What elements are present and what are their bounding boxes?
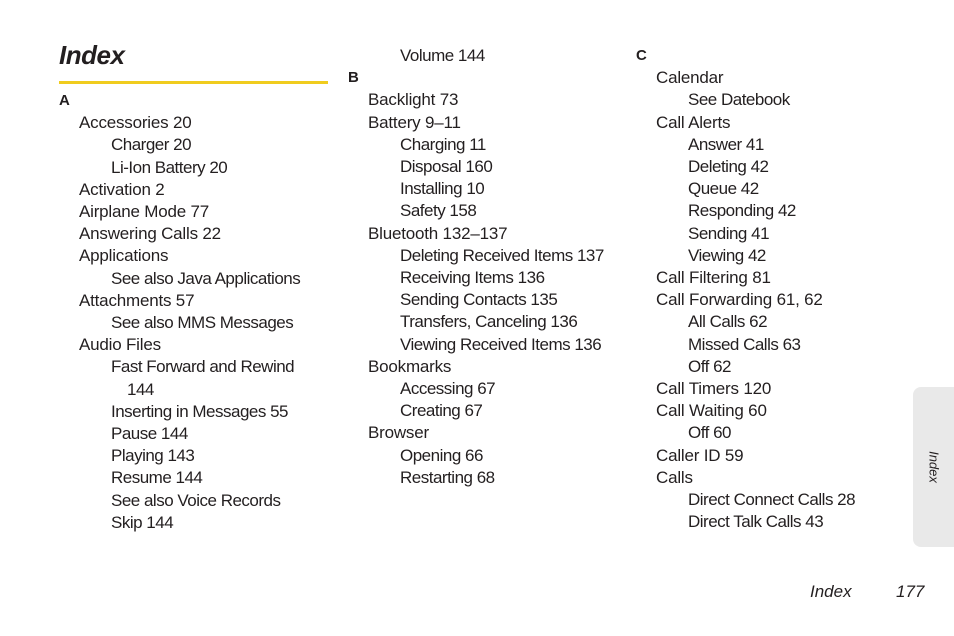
- index-subentry: See also MMS Messages: [111, 313, 294, 332]
- index-subentry: Receiving Items 136: [400, 268, 545, 287]
- index-subentry: See also Java Applications: [111, 268, 301, 288]
- index-entry: Backlight 73: [368, 90, 459, 110]
- index-letter-heading: B: [348, 69, 359, 87]
- index-entry: Call Alerts: [656, 112, 731, 132]
- index-subentry: Resume 144: [111, 468, 203, 488]
- index-subentry: Sending Contacts 135: [400, 290, 558, 310]
- index-subentry: Missed Calls 63: [688, 334, 801, 354]
- index-subentry: Creating 67: [400, 401, 483, 421]
- index-entry: Battery 9–11: [368, 112, 461, 132]
- index-subentry: Fast Forward and Rewind: [111, 357, 295, 377]
- section-tab-label: Index: [926, 451, 941, 483]
- index-subentry: See also Voice Records: [111, 490, 281, 510]
- index-subentry: Volume 144: [400, 46, 485, 65]
- index-entry: Audio Files: [79, 335, 161, 355]
- index-subentry: Answer 41: [688, 134, 764, 154]
- index-subentry: All Calls 62: [688, 312, 768, 332]
- index-subentry: Restarting 68: [400, 467, 495, 487]
- index-subentry: Pause 144: [111, 424, 188, 443]
- index-subentry: Safety 158: [400, 201, 477, 221]
- index-subentry: Direct Talk Calls 43: [688, 512, 824, 532]
- index-subentry: Viewing Received Items 136: [400, 334, 602, 354]
- index-entry: Bookmarks: [368, 356, 452, 376]
- index-subentry: Sending 41: [688, 223, 770, 243]
- page-title: Index: [59, 40, 125, 70]
- index-entry: Bluetooth 132–137: [368, 223, 508, 243]
- index-subentry: Viewing 42: [688, 245, 766, 265]
- index-subentry: Charger 20: [111, 135, 192, 155]
- index-entry: Calendar: [656, 68, 724, 88]
- section-tab: [913, 387, 954, 547]
- index-letter-heading: C: [636, 47, 647, 64]
- index-subentry: Off 60: [688, 423, 731, 443]
- index-subentry: Deleting 42: [688, 157, 769, 176]
- index-letter-heading: A: [59, 92, 70, 109]
- index-entry: Caller ID 59: [656, 445, 744, 465]
- footer-page-number: 177: [896, 582, 925, 601]
- index-entry: Call Waiting 60: [656, 401, 767, 421]
- index-entry: Applications: [79, 246, 169, 266]
- index-subentry: Direct Connect Calls 28: [688, 490, 856, 509]
- index-entry: Airplane Mode 77: [79, 202, 210, 221]
- index-subentry: Accessing 67: [400, 379, 496, 398]
- footer-section-label: Index: [810, 582, 852, 601]
- index-subentry: Deleting Received Items 137: [400, 245, 604, 265]
- index-entry: Calls: [656, 467, 693, 487]
- index-subentry: Playing 143: [111, 446, 195, 466]
- index-entry: Call Timers 120: [656, 379, 772, 398]
- index-subentry: Opening 66: [400, 445, 483, 465]
- index-entry: Call Filtering 81: [656, 268, 771, 287]
- index-entry: Call Forwarding 61, 62: [656, 290, 823, 310]
- index-entry: Answering Calls 22: [79, 224, 221, 244]
- title-underline: [59, 81, 328, 84]
- index-subentry: Queue 42: [688, 179, 759, 199]
- index-subentry: Responding 42: [688, 201, 796, 221]
- index-entry: Accessories 20: [79, 113, 192, 133]
- index-entry: Browser: [368, 423, 429, 443]
- index-entry: Attachments 57: [79, 290, 195, 310]
- index-subentry: Inserting in Messages 55: [111, 401, 288, 421]
- index-subentry: Li-Ion Battery 20: [111, 157, 228, 177]
- index-entry: Activation 2: [79, 179, 165, 199]
- index-subentry: Skip 144: [111, 512, 174, 532]
- index-subentry: Disposal 160: [400, 157, 493, 176]
- index-subentry: Transfers, Canceling 136: [400, 312, 578, 332]
- index-subentry: Installing 10: [400, 179, 485, 199]
- index-subentry: Off 62: [688, 356, 731, 376]
- index-subentry: See Datebook: [688, 90, 790, 110]
- index-entry-continuation: 144: [127, 379, 154, 399]
- index-subentry: Charging 11: [400, 134, 486, 154]
